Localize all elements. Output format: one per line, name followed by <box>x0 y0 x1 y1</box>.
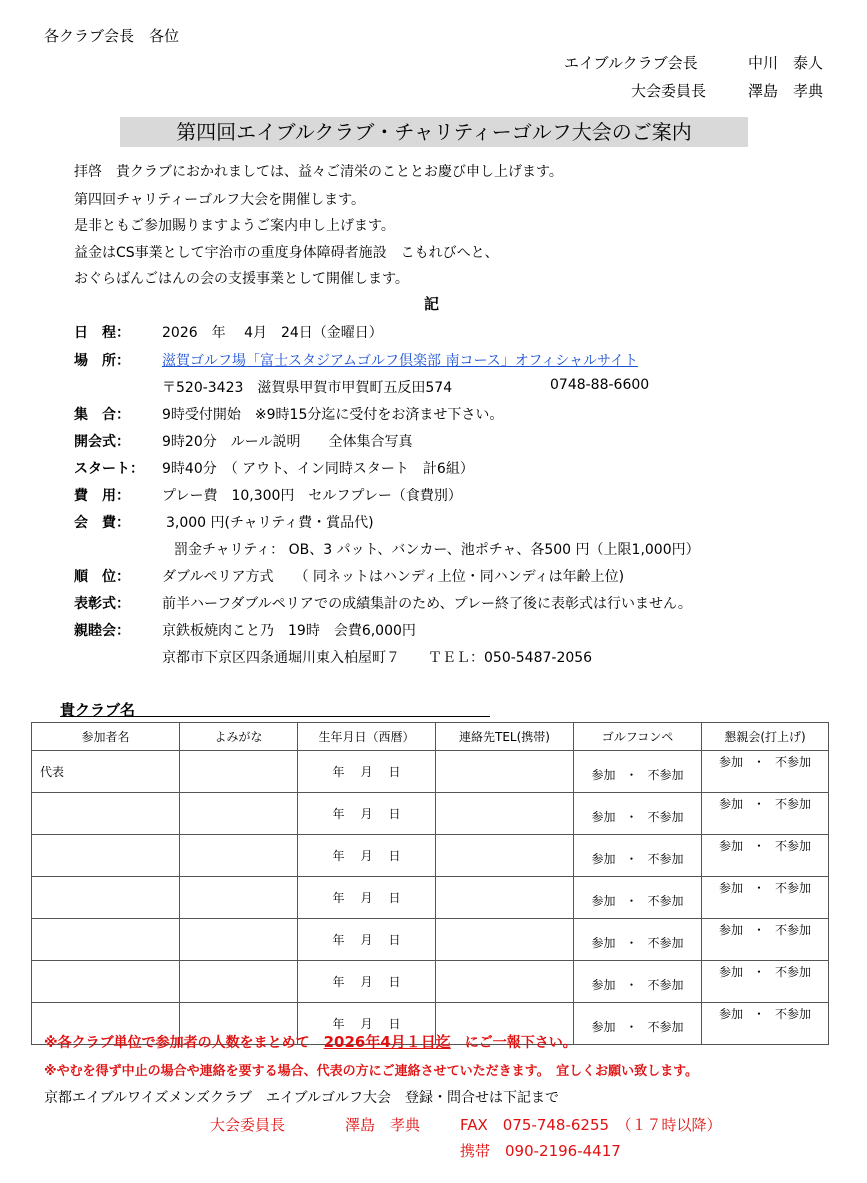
contact-name: 澤島 孝典 <box>345 1116 421 1134</box>
golf-join-option[interactable]: 参加 <box>591 852 616 866</box>
golf-option-cell <box>574 793 702 835</box>
option-separator: ・ <box>752 797 765 811</box>
fee-value: 3,000 円(チャリティ費・賞品代) <box>166 515 374 531</box>
sender1-name: 中川 泰人 <box>748 54 824 72</box>
intro-line-3: 是非ともご参加賜りますようご案内申し上げます。 <box>74 218 395 234</box>
party-decline-option[interactable]: 不参加 <box>775 965 812 979</box>
col-header-golf: ゴルフコンペ <box>574 723 702 751</box>
option-separator: ・ <box>625 936 638 950</box>
table-row <box>32 877 829 919</box>
club-name-label: 貴クラブ名 <box>60 701 136 719</box>
golf-option-cell <box>574 1003 702 1045</box>
year-label: 年 <box>332 807 345 821</box>
participant-name-cell[interactable] <box>32 751 180 793</box>
ki-heading: 記 <box>424 295 440 313</box>
party-join-option[interactable]: 参加 <box>718 839 743 853</box>
day-label: 日 <box>388 807 401 821</box>
phone-cell[interactable] <box>436 751 574 793</box>
golf-join-option[interactable]: 参加 <box>591 768 616 782</box>
birthdate-cell[interactable] <box>298 793 436 835</box>
participant-name-cell[interactable] <box>32 919 180 961</box>
month-label: 月 <box>360 849 373 863</box>
party-option-cell <box>702 919 829 961</box>
sender2-name: 澤島 孝典 <box>748 82 824 100</box>
day-label: 日 <box>388 765 401 779</box>
date-value: 2026 年 4月 24日（金曜日） <box>162 325 383 341</box>
golf-decline-option[interactable]: 不参加 <box>647 1020 684 1034</box>
start-label: スタート： <box>74 461 144 477</box>
intro-line-1: 拝啓 貴クラブにおかれましては、益々ご清栄のこととお慶び申し上げます。 <box>74 164 563 180</box>
birthdate-cell[interactable] <box>298 835 436 877</box>
golf-option-cell <box>574 919 702 961</box>
golf-join-option[interactable]: 参加 <box>591 1020 616 1034</box>
opening-label: 開会式： <box>74 434 130 450</box>
rank-label: 順 位： <box>74 569 130 585</box>
day-label: 日 <box>388 849 401 863</box>
phone-cell[interactable] <box>436 961 574 1003</box>
participant-name-cell[interactable] <box>32 961 180 1003</box>
participant-name-cell[interactable] <box>32 835 180 877</box>
intro-line-2: 第四回チャリティーゴルフ大会を開催します。 <box>74 192 366 208</box>
reading-cell[interactable] <box>180 793 298 835</box>
table-row <box>32 835 829 877</box>
participant-name-cell[interactable] <box>32 793 180 835</box>
rank-value: ダブルペリア方式 （ 同ネットはハンディ上位・同ハンディは年齢上位) <box>162 569 625 585</box>
col-header-birthdate: 生年月日（西暦） <box>298 723 436 751</box>
organizer-line: 京都エイブルワイズメンズクラブ エイブルゴルフ大会 登録・問合せは下記まで <box>44 1090 560 1106</box>
day-label: 日 <box>388 891 401 905</box>
birthdate-cell[interactable] <box>298 919 436 961</box>
club-name-field[interactable] <box>60 716 490 717</box>
golf-join-option[interactable]: 参加 <box>591 810 616 824</box>
party-join-option[interactable]: 参加 <box>718 797 743 811</box>
fee-label: 会 費： <box>74 515 130 531</box>
option-separator: ・ <box>752 1007 765 1021</box>
intro-line-4: 益金はCS事業として宇治市の重度身体障碍者施設 こもれびへと、 <box>74 245 499 261</box>
participant-name-cell[interactable] <box>32 877 180 919</box>
year-label: 年 <box>332 1017 345 1031</box>
date-label: 日 程： <box>74 325 130 341</box>
phone-cell[interactable] <box>436 877 574 919</box>
cancel-note: ※やむを得ず中止の場合や連絡を要する場合、代表の方にご連絡させていただきます。 宜しくお願い致します。 <box>44 1064 699 1079</box>
party-join-option[interactable]: 参加 <box>718 923 743 937</box>
golf-decline-option[interactable]: 不参加 <box>647 810 684 824</box>
phone-cell[interactable] <box>436 835 574 877</box>
golf-option-cell <box>574 961 702 1003</box>
year-label: 年 <box>332 933 345 947</box>
year-label: 年 <box>332 975 345 989</box>
party-decline-option[interactable]: 不参加 <box>775 755 812 769</box>
phone-cell[interactable] <box>436 919 574 961</box>
option-separator: ・ <box>625 1020 638 1034</box>
cost-value: プレー費 10,300円 セルフプレー（食費別） <box>162 488 462 504</box>
day-label: 日 <box>388 933 401 947</box>
cost-label: 費 用： <box>74 488 130 504</box>
birthdate-cell[interactable] <box>298 961 436 1003</box>
golf-join-option[interactable]: 参加 <box>591 978 616 992</box>
month-label: 月 <box>360 891 373 905</box>
party-join-option[interactable]: 参加 <box>718 755 743 769</box>
party-option-cell <box>702 1003 829 1045</box>
gather-value: 9時受付開始 ※9時15分迄に受付をお済ませ下さい。 <box>162 407 504 423</box>
golf-option-cell <box>574 877 702 919</box>
table-row <box>32 793 829 835</box>
venue-address: 〒520-3423 滋賀県甲賀市甲賀町五反田574 <box>162 380 453 396</box>
reading-cell[interactable] <box>180 751 298 793</box>
party-decline-option[interactable]: 不参加 <box>775 923 812 937</box>
party-decline-option[interactable]: 不参加 <box>775 839 812 853</box>
intro-line-5: おぐらばんごはんの会の支援事業として開催します。 <box>74 271 409 287</box>
deadline-note <box>44 1031 577 1052</box>
golf-decline-option[interactable]: 不参加 <box>647 978 684 992</box>
day-label: 日 <box>388 1017 401 1031</box>
option-separator: ・ <box>752 881 765 895</box>
party-option-cell <box>702 835 829 877</box>
contact-mobile: 携帯 090-2196-4417 <box>460 1142 621 1160</box>
deadline-date: 2026年4月１日迄 <box>323 1033 451 1051</box>
party-option-cell <box>702 751 829 793</box>
col-header-reading: よみがな <box>180 723 298 751</box>
month-label: 月 <box>360 807 373 821</box>
party-option-cell <box>702 877 829 919</box>
table-row <box>32 961 829 1003</box>
option-separator: ・ <box>752 965 765 979</box>
option-separator: ・ <box>625 768 638 782</box>
golf-join-option[interactable]: 参加 <box>591 936 616 950</box>
day-label: 日 <box>388 975 401 989</box>
birthdate-cell[interactable] <box>298 751 436 793</box>
venue-label: 場 所： <box>74 353 130 369</box>
party-label: 親睦会： <box>74 623 130 639</box>
col-header-name: 参加者名 <box>32 723 180 751</box>
opening-value: 9時20分 ルール説明 全体集合写真 <box>162 434 413 450</box>
award-label: 表彰式： <box>74 596 130 612</box>
gather-label: 集 合： <box>74 407 130 423</box>
table-header-row <box>32 723 829 751</box>
option-separator: ・ <box>752 839 765 853</box>
representative-label: 代表 <box>40 765 65 779</box>
option-separator: ・ <box>752 755 765 769</box>
golf-decline-option[interactable]: 不参加 <box>647 768 684 782</box>
table-row <box>32 751 829 793</box>
month-label: 月 <box>360 933 373 947</box>
party-join-option[interactable]: 参加 <box>718 965 743 979</box>
start-value: 9時40分 （ アウト、イン同時スタート 計6組） <box>162 461 474 477</box>
golf-join-option[interactable]: 参加 <box>591 894 616 908</box>
golf-decline-option[interactable]: 不参加 <box>647 936 684 950</box>
year-label: 年 <box>332 849 345 863</box>
option-separator: ・ <box>625 978 638 992</box>
party-decline-option[interactable]: 不参加 <box>775 881 812 895</box>
fee-penalty: 罰金チャリティ： OB、3 パット、バンカー、池ポチャ、各500 円（上限1,000円） <box>174 542 700 558</box>
golf-option-cell <box>574 835 702 877</box>
year-label: 年 <box>332 765 345 779</box>
sender2-title: 大会委員長 <box>631 82 707 100</box>
venue-link[interactable]: 滋賀ゴルフ場「富士スタジアムゴルフ倶楽部 南コース」オフィシャルサイト <box>162 353 638 369</box>
golf-option-cell <box>574 751 702 793</box>
sender1-title: エイブルクラブ会長 <box>564 54 698 72</box>
deadline-note-b: にご一報下さい。 <box>450 1035 577 1051</box>
option-separator: ・ <box>625 852 638 866</box>
deadline-note-a: ※各クラブ単位で参加者の人数をまとめて <box>44 1035 324 1051</box>
golf-decline-option[interactable]: 不参加 <box>647 894 684 908</box>
addressee: 各クラブ会長 各位 <box>44 27 180 45</box>
party-option-cell <box>702 961 829 1003</box>
option-separator: ・ <box>752 923 765 937</box>
month-label: 月 <box>360 1017 373 1031</box>
option-separator: ・ <box>625 894 638 908</box>
venue-phone: 0748-88-6600 <box>550 377 650 393</box>
reading-cell[interactable] <box>180 961 298 1003</box>
contact-title: 大会委員長 <box>210 1116 286 1134</box>
party-option-cell <box>702 793 829 835</box>
month-label: 月 <box>360 765 373 779</box>
party-join-option[interactable]: 参加 <box>718 881 743 895</box>
table-row <box>32 919 829 961</box>
page-title: 第四回エイブルクラブ・チャリティーゴルフ大会のご案内 <box>120 117 748 147</box>
party-decline-option[interactable]: 不参加 <box>775 1007 812 1021</box>
golf-decline-option[interactable]: 不参加 <box>647 852 684 866</box>
birthdate-cell[interactable] <box>298 877 436 919</box>
option-separator: ・ <box>625 810 638 824</box>
award-value: 前半ハーフダブルペリアでの成績集計のため、プレー終了後に表彰式は行いません。 <box>162 596 692 612</box>
phone-cell[interactable] <box>436 793 574 835</box>
party-address: 京都市下京区四条通堀川東入柏屋町７ ＴＥＬ：050-5487-2056 <box>162 650 593 666</box>
year-label: 年 <box>332 891 345 905</box>
registration-table <box>31 722 829 1045</box>
party-value: 京鉄板焼肉こと乃 19時 会費6,000円 <box>162 623 416 639</box>
col-header-party: 懇親会(打上げ) <box>702 723 829 751</box>
party-join-option[interactable]: 参加 <box>718 1007 743 1021</box>
col-header-phone: 連絡先TEL(携帯) <box>436 723 574 751</box>
reading-cell[interactable] <box>180 877 298 919</box>
reading-cell[interactable] <box>180 919 298 961</box>
reading-cell[interactable] <box>180 835 298 877</box>
contact-fax: FAX 075-748-6255 （１７時以降） <box>460 1116 722 1134</box>
month-label: 月 <box>360 975 373 989</box>
party-decline-option[interactable]: 不参加 <box>775 797 812 811</box>
